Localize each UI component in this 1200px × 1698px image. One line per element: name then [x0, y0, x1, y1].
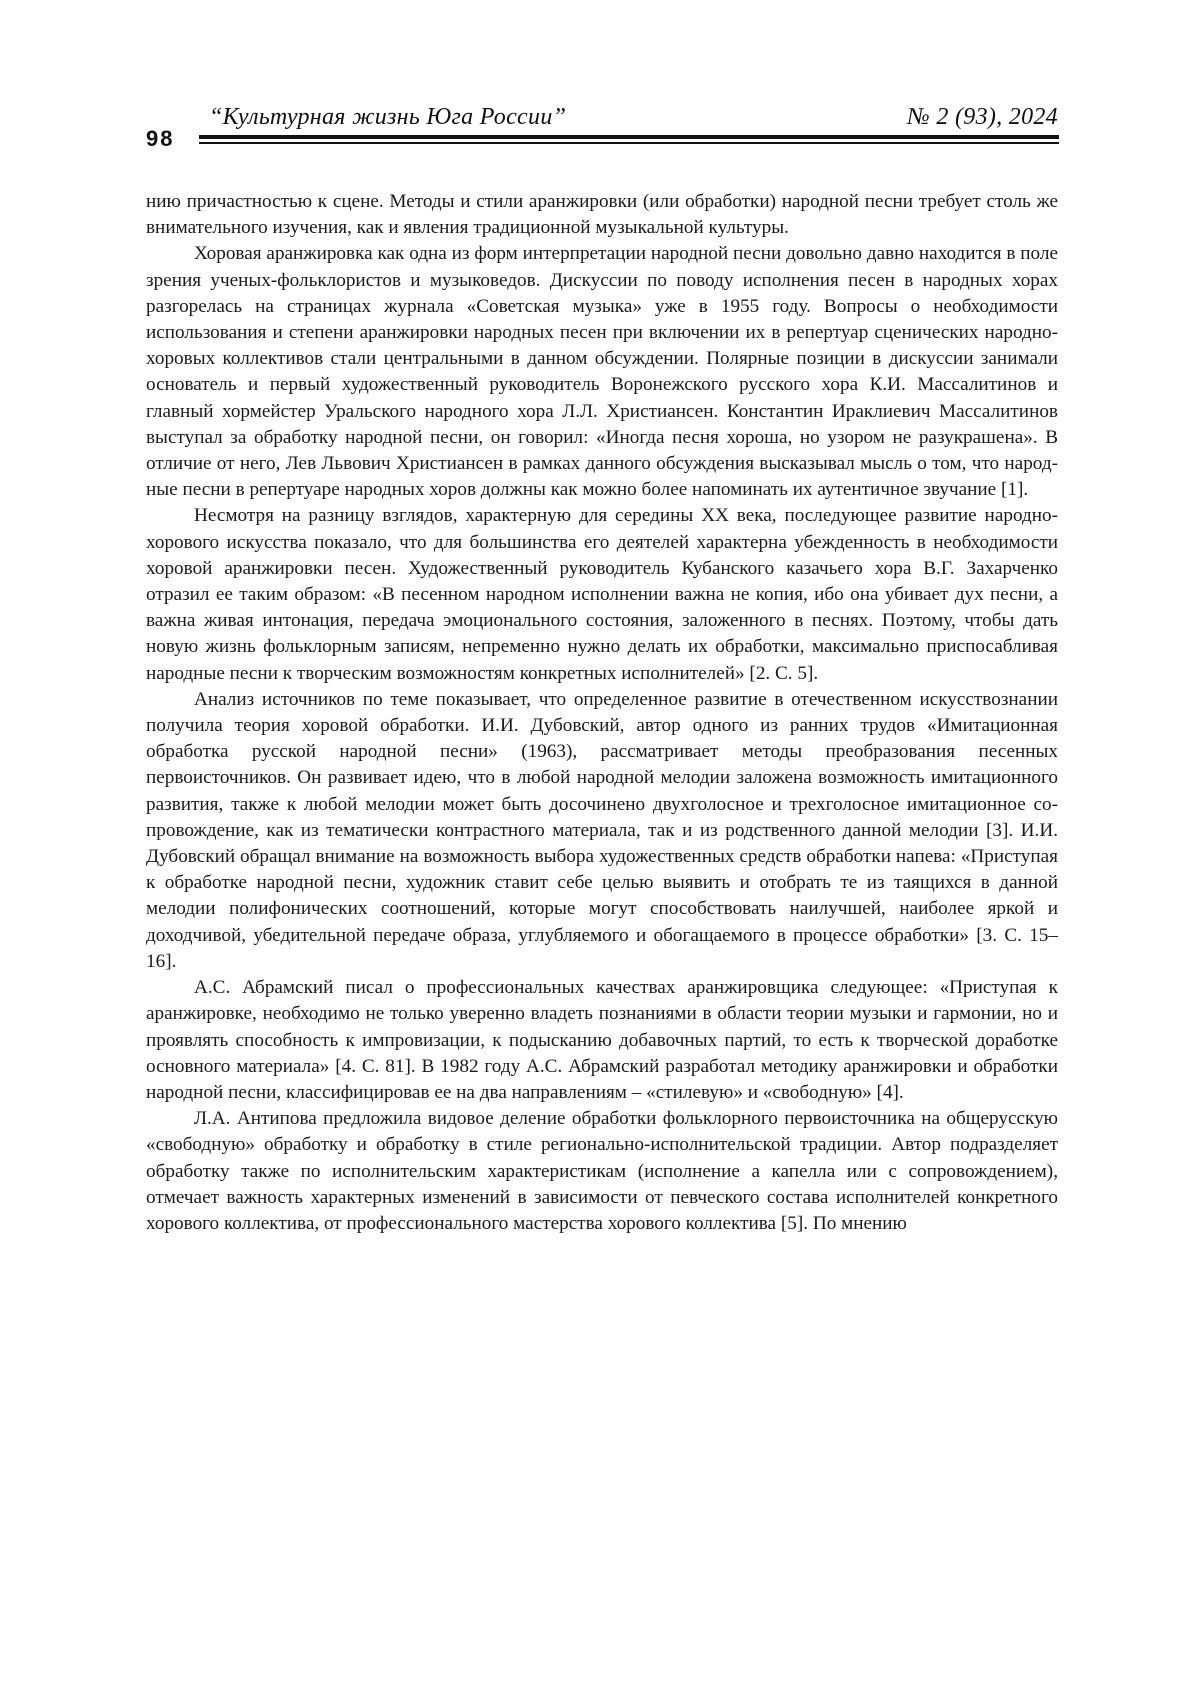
paragraph: Хоровая аранжировка как одна из форм интерпретации народной песни довольно давно находится в поле зрения ученых-фольклористов и музыковедов. Дискуссии по по­воду исполнения песен в народных хорах разгорелась на страницах журнала «Совет­ская музыка» уже в 1955 году. Вопросы о необходимости использования и степени аран­жировки народных песен при включении их в репертуар сценических народно-хоровых коллективов стали центральными в данном обсуждении. Полярные позиции в дискуссии занимали основатель и первый художественный руководитель Воронежского русского хора К.И. Массалитинов и главный хормейстер Уральского народного хора Л.Л. Христиансен. Константин Ираклиевич Массалитинов выступал за обработку народной песни, он го­ворил: «Иногда песня хороша, но узором не разукрашена». В отличие от него, Лев Льво­вич Христиансен в рамках данного обсуждения высказывал мысль о том, что народ­ные песни в репертуаре народных хоров должны как можно более напоминать их аутен­тичное звучание [1]. — [146, 241, 1058, 503]
journal-title: “Культурная жизнь Юга России” — [209, 104, 566, 131]
paragraph: Л.А. Антипова предложила видовое деление обработки фольклорного первоисточ­ника на общерусскую «свободную» обработку и обработку в стиле регионально-испол­нительской традиции. Автор подразделяет обработку также по исполнительским харак­теристикам (исполнение а капелла или с сопровождением), отмечает важность харак­терных изменений в зависимости от певческого состава исполнителей конкретного хо­рового коллектива, от профессионального мастерства хорового коллектива [5]. По мнению — [146, 1106, 1058, 1237]
issue-info: № 2 (93), 2024 — [907, 104, 1058, 131]
header-rule-thin — [199, 142, 1059, 144]
running-header — [0, 0, 1200, 160]
header-rule-thick — [199, 135, 1059, 139]
page-number: 98 — [146, 126, 174, 152]
paragraph-continuation: нию причастностью к сцене. Методы и стили аранжировки (или обработки) народной песни требует столь же внимательного изучения, как и явления традиционной музыкаль­ной культуры. — [146, 189, 1058, 241]
paragraph: Анализ источников по теме показывает, что определенное развитие в отечествен­ном искусствознании получила теория хоровой обработки. И.И. Дубовский, автор одно­го из ранних трудов «Имитационная обработка русской народной песни» (1963), рассмат­ривает методы преобразования песенных первоисточников. Он развивает идею, что в любой народной мелодии заложена возможность имитационного развития, также к лю­бой мелодии может быть досочинено двухголосное и трехголосное имитационное со­провождение, как из тематически контрастного материала, так и из родственного дан­ной мелодии [3]. И.И. Дубовский обращал внимание на возможность выбора художе­ственных средств обработки напева: «Приступая к обработке народной песни, худож­ник ставит себе целью выявить и отобрать те из таящихся в данной мелодии полифо­нических соотношений, которые могут способствовать наилучшей, наиболее яркой и доходчивой, убедительной передаче образа, углубляемого и обогащаемого в процессе обработки» [3. С. 15–16]. — [146, 687, 1058, 975]
paragraph: А.С. Абрамский писал о профессиональных качествах аранжировщика следующее: «Приступая к аранжировке, необходимо не только уверенно владеть познаниями в об­ласти теории музыки и гармонии, но и проявлять способность к импровизации, к подысканию добавочных партий, то есть к творческой доработке основного материа­ла» [4. С. 81]. В 1982 году А.С. Абрамский разработал методику аранжировки и обра­ботки народной песни, классифицировав ее на два направлениям – «стилевую» и «сво­бодную» [4]. — [146, 975, 1058, 1106]
paragraph: Несмотря на разницу взглядов, характерную для середины XX века, последующее развитие народно-хорового искусства показало, что для большинства его деятелей характерна убежденность в необходимости хоровой аранжировки песен. Художествен­ный руководитель Кубанского казачьего хора В.Г. Захарченко отразил ее таким обра­зом: «В песенном народном исполнении важна не копия, ибо она убивает дух песни, а важна живая интонация, передача эмоционального состояния, заложенного в песнях. Поэтому, чтобы дать новую жизнь фольклорным записям, непременно нужно делать их обработки, максимально приспосабливая народные песни к творческим возможностям конкретных исполнителей» [2. С. 5]. — [146, 503, 1058, 686]
article-body — [146, 189, 1058, 1237]
